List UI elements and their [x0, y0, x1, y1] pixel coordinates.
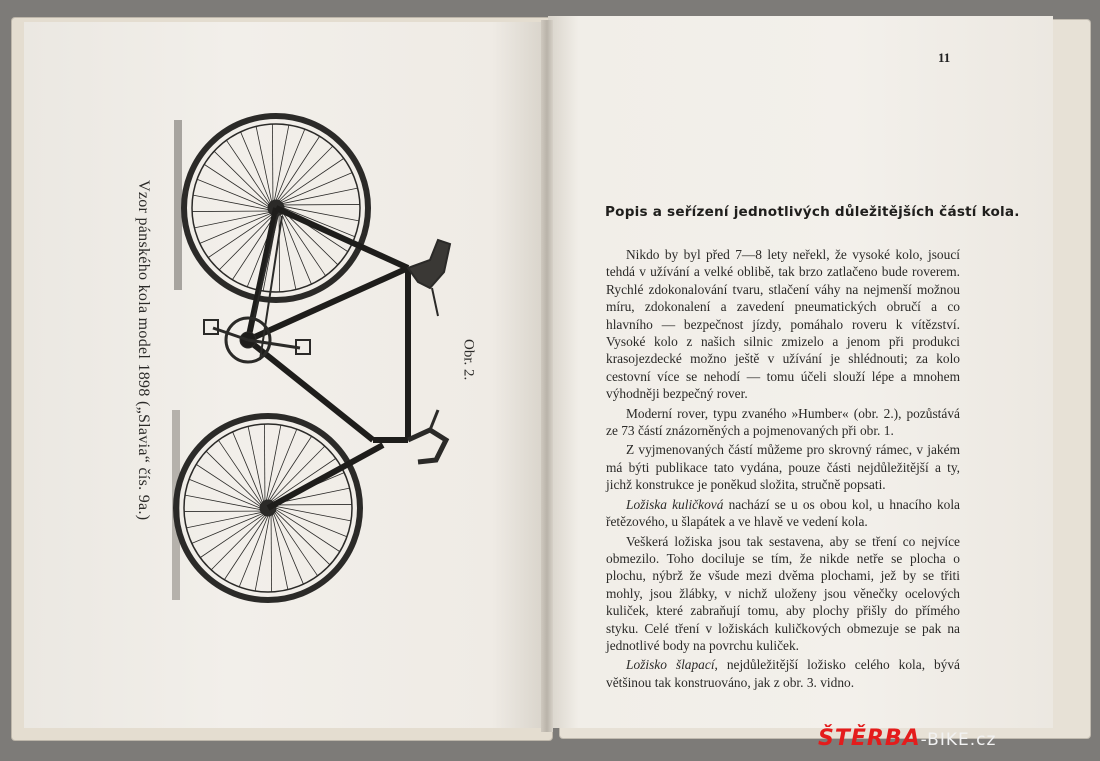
site-watermark — [818, 726, 1094, 754]
page-number: 11 — [938, 50, 951, 65]
book-gutter — [541, 20, 553, 732]
paragraph-5: Veškerá ložiska jsou tak sestavena, aby se tření co nejvíce obmezilo. Toho dociluje se tím, že nikde netře se plocha o plochu, nýbrž že všude mezi dvěma plochami, jež by se třiti mohly, jsou žlábky, v nichž uloženy jsou věnečky ocelových kuliček, které zabraňují tomu, aby plochy přišly do přímého styku. Celé tření v ložiskách kuličkových obmezuje se pak na jednotlivé body na povrchu kuliček. — [606, 533, 960, 653]
figure-label: Obr. 2. — [460, 339, 477, 381]
body-text — [606, 246, 960, 693]
paragraph-4 — [606, 496, 960, 531]
term-pedal-bearing: Ložisko šlapací — [626, 657, 715, 673]
paragraph-6-text: , nejdůležitější ložisko celého kola, bývá většinou tak konstruováno, jak z obr. 3. vidno. — [606, 657, 960, 690]
section-heading: Popis a seřízení jednotlivých důležitějších částí kola. — [605, 204, 1020, 220]
paragraph-3: Z vyjmenovaných částí můžeme pro skrovný rámec, v jakém má býti publikace tato vydána, pouze části nejdůležitější a ty, jichž konstrukce je poněkud složita, stručně popsati. — [606, 442, 960, 493]
paragraph-2: Moderní rover, typu zvaného »Humber« (obr. 2.), pozůstává ze 73 částí znázorněných a pojmenovaných při obr. 1. — [606, 405, 960, 439]
paragraph-1: Nikdo by byl před 7—8 lety neřekl, že vysoké kolo, jsoucí tehdá v užívání a velké oblibě, tak brzo zatlačeno bude roverem. Rychlé zdokonalování tvaru, stlačení váhy na nejmenší možnou míru, zdokonalení a zavedení pneumatických obručí a co hlavního — bezpečnost jízdy, pomáhalo roveru k vítězství. Vysoké kolo z našich silnic zmizelo a jenom při produkci krasojezdecké možno ještě v užívání je shlédnouti; za kolo cestovní více se nehodí — tomu účeli slouží lépe a mnohem výhodněji bezpečný rover. — [606, 247, 960, 402]
watermark-main: ŠTĚRBA — [818, 726, 921, 751]
figure-caption: Vzor pánského kola model 1898 („Slavia“ čís. 9a.) — [135, 179, 152, 521]
watermark-rest: -BIKE.cz — [920, 730, 997, 750]
paragraph-4-text: nachází se u os obou kol, u hnacího kola řetězového, u šlapátek a ve hlavě ve vedení kola. — [606, 496, 960, 530]
bicycle-illustration — [168, 110, 468, 610]
term-ball-bearings: Ložiska kuličková — [626, 496, 724, 512]
paragraph-6 — [606, 656, 960, 691]
